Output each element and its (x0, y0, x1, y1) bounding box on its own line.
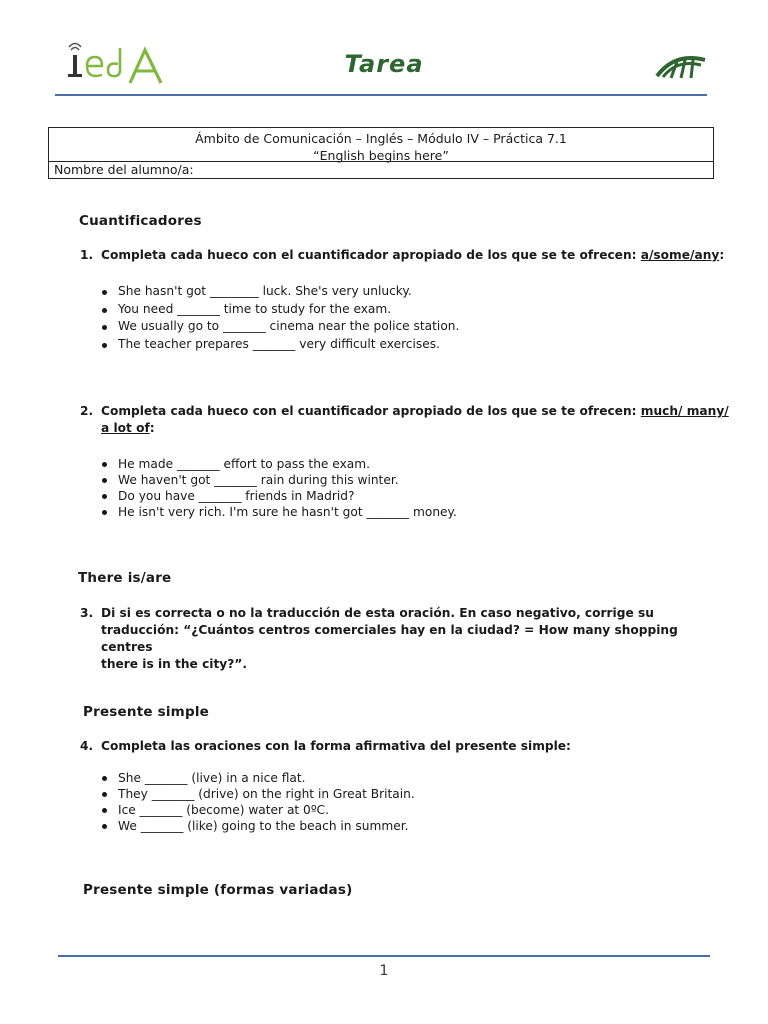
question-1-list (100, 283, 459, 353)
question-3 (80, 605, 730, 673)
question-1 (80, 247, 730, 264)
question-options: a/some/any (640, 248, 720, 262)
question-2-list (100, 456, 457, 520)
question-number: 3. (80, 606, 94, 620)
list-item: He made _______ effort to pass the exam. (100, 456, 457, 472)
course-subtitle: “English begins here” (313, 148, 449, 163)
page-title: Tarea (344, 50, 424, 78)
list-item: Do you have _______ friends in Madrid? (100, 488, 457, 504)
question-options: a lot of (101, 421, 150, 435)
list-item: We usually go to _______ cinema near the police station. (100, 318, 459, 336)
question-suffix: : (719, 248, 725, 262)
list-item: Ice _______ (become) water at 0ºC. (100, 802, 415, 818)
question-4-list (100, 770, 415, 834)
question-text: Completa cada hueco con el cuantificador apropiado de los que se te ofrecen: (101, 404, 641, 418)
junta-logo (655, 50, 707, 80)
info-box (48, 127, 714, 179)
question-text: Di si es correcta o no la traducción de esta oración. En caso negativo, corrige su (101, 606, 654, 620)
question-suffix: : (149, 421, 155, 435)
course-info: Ámbito de Comunicación – Inglés – Módulo IV – Práctica 7.1 (195, 131, 567, 146)
list-item: We haven't got _______ rain during this winter. (100, 472, 457, 488)
list-item: She hasn't got ________ luck. She's very unlucky. (100, 283, 459, 301)
question-number: 2. (80, 404, 94, 418)
question-text: Completa las oraciones con la forma afirmativa del presente simple: (101, 739, 571, 753)
list-item: She _______ (live) in a nice flat. (100, 770, 415, 786)
section-heading-there-is: There is/are (78, 570, 172, 586)
question-4 (80, 738, 730, 755)
question-options: much/ many/ (640, 404, 729, 418)
question-number: 1. (80, 248, 94, 262)
page-number: 1 (379, 963, 389, 979)
section-heading-presente-simple: Presente simple (83, 704, 209, 720)
question-text: there is in the city?”. (101, 657, 247, 671)
footer-divider (58, 955, 710, 957)
header-divider (55, 94, 707, 96)
list-item: You need _______ time to study for the exam. (100, 301, 459, 319)
question-text: traducción: “¿Cuántos centros comerciales hay en la ciudad? = How many shopping centres (101, 623, 678, 654)
student-name-field[interactable]: Nombre del alumno/a: (49, 161, 713, 178)
list-item: We _______ (like) going to the beach in summer. (100, 818, 415, 834)
list-item: He isn't very rich. I'm sure he hasn't got _______ money. (100, 504, 457, 520)
list-item: The teacher prepares _______ very difficult exercises. (100, 336, 459, 354)
question-2 (80, 403, 730, 437)
section-heading-presente-variadas: Presente simple (formas variadas) (83, 882, 353, 898)
section-heading-cuantificadores: Cuantificadores (79, 213, 202, 229)
question-number: 4. (80, 739, 94, 753)
list-item: They _______ (drive) on the right in Great Britain. (100, 786, 415, 802)
question-text: Completa cada hueco con el cuantificador apropiado de los que se te ofrecen: (101, 248, 641, 262)
